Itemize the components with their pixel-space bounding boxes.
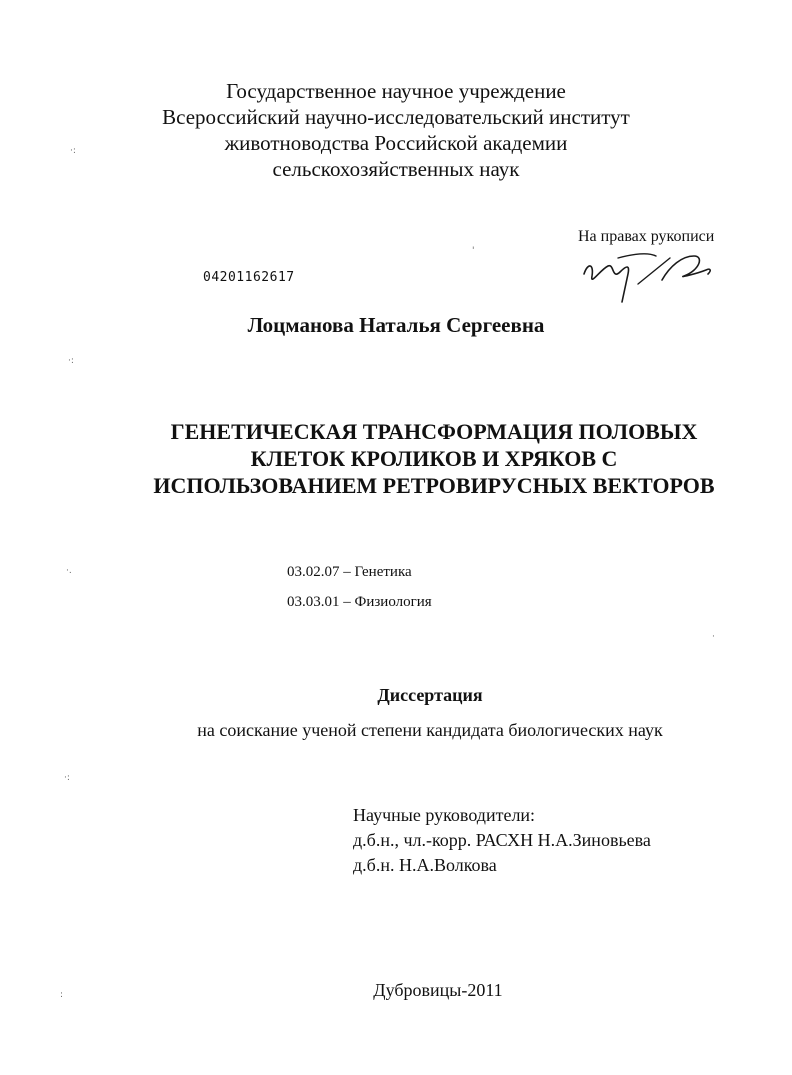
- author-name: Лоцманова Наталья Сергеевна: [247, 313, 545, 337]
- institution-block: [0, 78, 792, 182]
- title-line: ГЕНЕТИЧЕСКАЯ ТРАНСФОРМАЦИЯ ПОЛОВЫХ: [170, 419, 698, 444]
- document-type: Диссертация: [377, 685, 483, 705]
- specialty-codes: [287, 557, 432, 617]
- scan-speck: ·: [712, 632, 715, 642]
- title-line: ИСПОЛЬЗОВАНИЕМ РЕТРОВИРУСНЫХ ВЕКТОРОВ: [153, 473, 715, 498]
- specialty-genetics: 03.02.07 – Генетика: [287, 564, 412, 580]
- scan-speck: ·:: [70, 146, 76, 156]
- scan-speck: ·.: [66, 566, 72, 576]
- specialty-physiology: 03.03.01 – Физиология: [287, 594, 432, 610]
- title-line: КЛЕТОК КРОЛИКОВ И ХРЯКОВ С: [250, 446, 618, 471]
- degree-statement: на соискание ученой степени кандидата биологических наук: [197, 720, 663, 740]
- institution-line: сельскохозяйственных наук: [272, 157, 520, 181]
- rights-note: На правах рукописи: [578, 228, 715, 245]
- scan-speck: ·:: [64, 773, 70, 783]
- place-and-year: Дубровицы-2011: [373, 980, 503, 1000]
- scan-speck: ·:: [68, 356, 74, 366]
- institution-line: животноводства Российской академии: [224, 131, 568, 155]
- institution-line: Всероссийский научно-исследовательский институт: [162, 105, 630, 129]
- archive-stamp-number: 04201162617: [203, 270, 295, 285]
- supervisor-name: д.б.н. Н.А.Волкова: [353, 855, 497, 875]
- supervisor-name: д.б.н., чл.-корр. РАСХН Н.А.Зиновьева: [353, 830, 651, 850]
- supervisors-block: [353, 803, 651, 878]
- scan-speck: :: [60, 990, 64, 1000]
- scan-speck: ': [472, 246, 475, 256]
- handwritten-signature: [578, 236, 728, 306]
- supervisors-heading: Научные руководители:: [353, 805, 536, 825]
- dissertation-title: [0, 418, 792, 499]
- institution-line: Государственное научное учреждение: [226, 79, 566, 103]
